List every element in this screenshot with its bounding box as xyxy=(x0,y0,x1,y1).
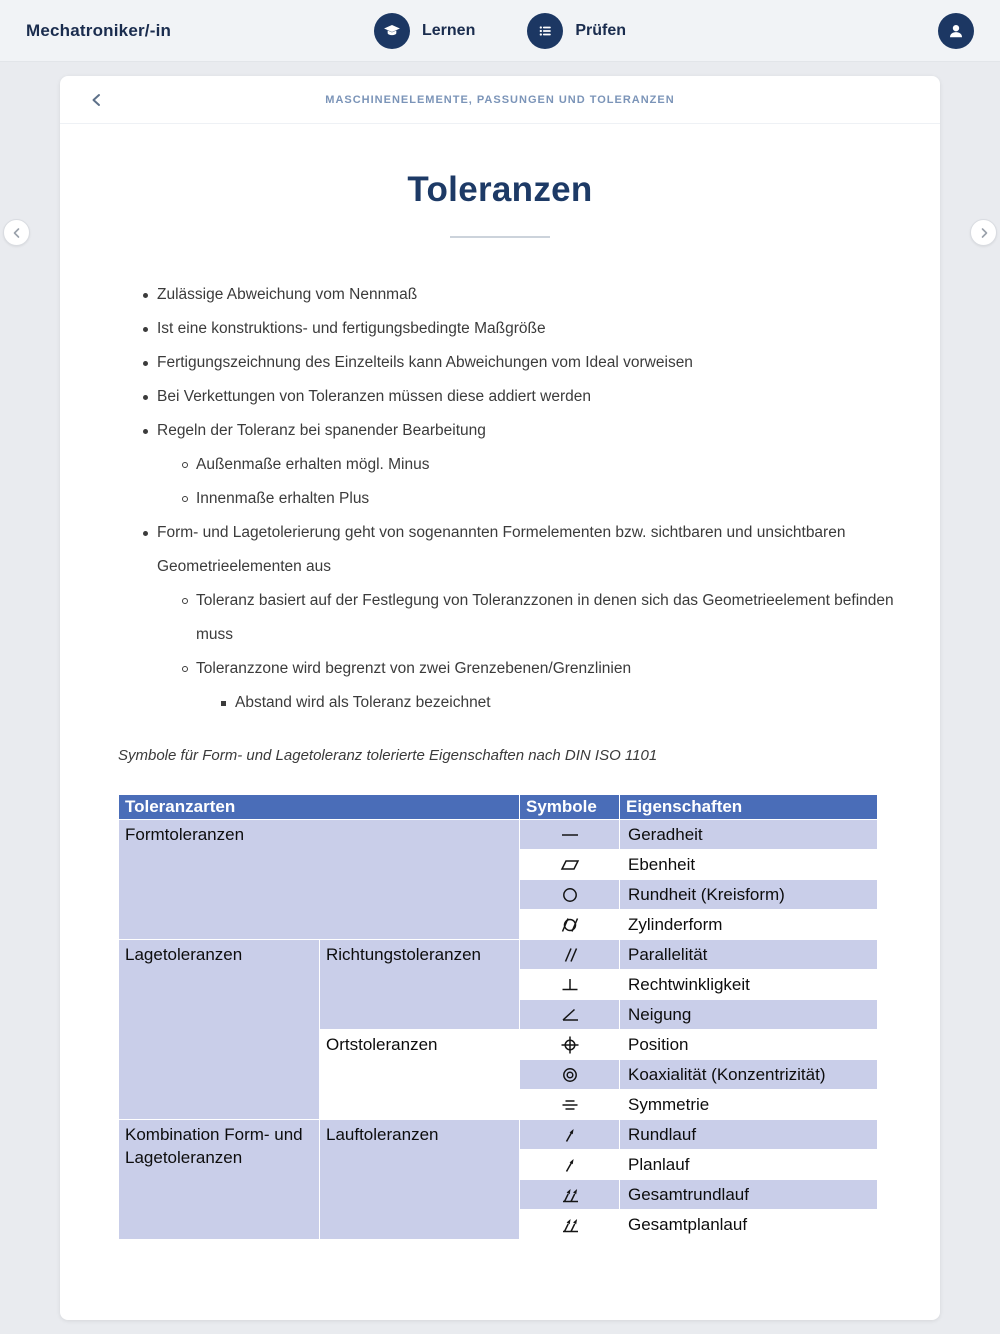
profile-avatar[interactable] xyxy=(938,13,974,49)
list-item xyxy=(157,516,894,720)
person-icon xyxy=(946,21,966,41)
property-cell: Rechtwinkligkeit xyxy=(620,970,878,1000)
straightness-icon xyxy=(555,825,585,845)
symbol-cell xyxy=(520,940,620,970)
nav-pruefen-label: Prüfen xyxy=(575,21,627,39)
position-icon xyxy=(555,1035,585,1055)
prev-page-button[interactable] xyxy=(3,219,30,246)
nav-lernen-label: Lernen xyxy=(421,21,476,39)
property-cell: Koaxialität (Konzentrizität) xyxy=(620,1060,878,1090)
group-formtoleranzen: Formtoleranzen xyxy=(119,820,520,940)
list-item xyxy=(157,278,894,312)
chevron-right-icon xyxy=(978,227,990,239)
nav-pruefen[interactable] xyxy=(527,13,626,49)
list-item xyxy=(157,346,894,380)
list-item xyxy=(157,312,894,346)
symbol-cell xyxy=(520,1000,620,1030)
title-divider xyxy=(450,236,550,238)
main-nav xyxy=(374,0,626,61)
page-title: Toleranzen xyxy=(407,170,593,209)
symbol-cell xyxy=(520,910,620,940)
table-row xyxy=(119,940,878,970)
property-cell: Neigung xyxy=(620,1000,878,1030)
graduation-cap-icon xyxy=(374,13,410,49)
perpendicularity-icon xyxy=(555,975,585,995)
group-richtungstoleranzen: Richtungstoleranzen xyxy=(320,940,520,1030)
angularity-icon xyxy=(555,1005,585,1025)
property-cell: Rundlauf xyxy=(620,1120,878,1150)
symbol-cell xyxy=(520,850,620,880)
symbol-cell xyxy=(520,1180,620,1210)
circular-runout-icon xyxy=(555,1155,585,1175)
list-item-text: Innenmaße erhalten Plus xyxy=(196,490,370,507)
symbol-cell xyxy=(520,1120,620,1150)
content-card xyxy=(60,76,940,1320)
list-item-text: Toleranz basiert auf der Festlegung von Toleranzzonen in denen sich das Geometrieelement befinden muss xyxy=(196,592,894,643)
main-area xyxy=(0,62,1000,1334)
breadcrumb: MASCHINENELEMENTE, PASSUNGEN UND TOLERANZEN xyxy=(325,93,675,106)
symbol-cell xyxy=(520,1150,620,1180)
list-item-text: Fertigungszeichnung des Einzelteils kann Abweichungen vom Ideal vorweisen xyxy=(157,354,693,371)
table-row xyxy=(119,1120,878,1150)
parallelism-icon xyxy=(555,945,585,965)
property-cell: Gesamtplanlauf xyxy=(620,1210,878,1240)
chevron-left-icon xyxy=(88,91,106,109)
roundness-icon xyxy=(555,885,585,905)
total-runout-icon xyxy=(555,1215,585,1235)
property-cell: Planlauf xyxy=(620,1150,878,1180)
symbol-cell xyxy=(520,820,620,850)
property-cell: Ebenheit xyxy=(620,850,878,880)
property-cell: Parallelität xyxy=(620,940,878,970)
concentricity-icon xyxy=(555,1065,585,1085)
list-item xyxy=(196,584,894,652)
list-item xyxy=(235,686,894,720)
app-title: Mechatroniker/-in xyxy=(26,20,172,40)
chevron-left-icon xyxy=(11,227,23,239)
table-row xyxy=(119,820,878,850)
flatness-icon xyxy=(555,855,585,875)
col-header-symbole: Symbole xyxy=(520,795,620,820)
card-header xyxy=(60,76,940,124)
symmetry-icon xyxy=(555,1095,585,1115)
property-cell: Position xyxy=(620,1030,878,1060)
group-lauftoleranzen: Lauftoleranzen xyxy=(320,1120,520,1240)
property-cell: Rundheit (Kreisform) xyxy=(620,880,878,910)
checklist-icon xyxy=(527,13,563,49)
list-item xyxy=(196,448,894,482)
symbol-cell xyxy=(520,880,620,910)
bullet-list xyxy=(157,278,894,720)
list-item-text: Bei Verkettungen von Toleranzen müssen diese addiert werden xyxy=(157,388,591,405)
list-item xyxy=(196,652,894,720)
symbol-cell xyxy=(520,1090,620,1120)
list-item-text: Außenmaße erhalten mögl. Minus xyxy=(196,456,430,473)
list-item-text: Regeln der Toleranz bei spanender Bearbeitung xyxy=(157,422,486,439)
cylindricity-icon xyxy=(555,915,585,935)
col-header-toleranzarten: Toleranzarten xyxy=(119,795,520,820)
symbol-cell xyxy=(520,1210,620,1240)
group-ortstoleranzen: Ortstoleranzen xyxy=(320,1030,520,1120)
table-caption: Symbole für Form- und Lagetoleranz tolerierte Eigenschaften nach DIN ISO 1101 xyxy=(118,747,658,764)
list-item-text: Form- und Lagetolerierung geht von sogenannten Formelementen bzw. sichtbaren und unsichtbaren Geometrieelementen aus xyxy=(157,524,846,575)
col-header-eigenschaften: Eigenschaften xyxy=(620,795,878,820)
circular-runout-icon xyxy=(555,1125,585,1145)
group-kombination-form-lagetoleranzen: Kombination Form- und Lagetoleranzen xyxy=(119,1120,320,1240)
list-item-text: Zulässige Abweichung vom Nennmaß xyxy=(157,286,418,303)
symbol-cell xyxy=(520,970,620,1000)
back-button[interactable] xyxy=(84,87,110,113)
tolerance-table xyxy=(118,794,878,1240)
property-cell: Zylinderform xyxy=(620,910,878,940)
property-cell: Gesamtrundlauf xyxy=(620,1180,878,1210)
symbol-cell xyxy=(520,1060,620,1090)
top-navigation-bar xyxy=(0,0,1000,62)
list-item-text: Ist eine konstruktions- und fertigungsbedingte Maßgröße xyxy=(157,320,546,337)
group-lagetoleranzen: Lagetoleranzen xyxy=(119,940,320,1120)
list-item-text: Toleranzzone wird begrenzt von zwei Grenzebenen/Grenzlinien xyxy=(196,660,632,677)
list-item-text: Abstand wird als Toleranz bezeichnet xyxy=(235,694,491,711)
nav-lernen[interactable] xyxy=(374,13,475,49)
property-cell: Symmetrie xyxy=(620,1090,878,1120)
total-runout-icon xyxy=(555,1185,585,1205)
next-page-button[interactable] xyxy=(970,219,997,246)
list-item xyxy=(157,414,894,516)
property-cell: Geradheit xyxy=(620,820,878,850)
list-item xyxy=(196,482,894,516)
table-header-row xyxy=(119,795,878,820)
symbol-cell xyxy=(520,1030,620,1060)
list-item xyxy=(157,380,894,414)
